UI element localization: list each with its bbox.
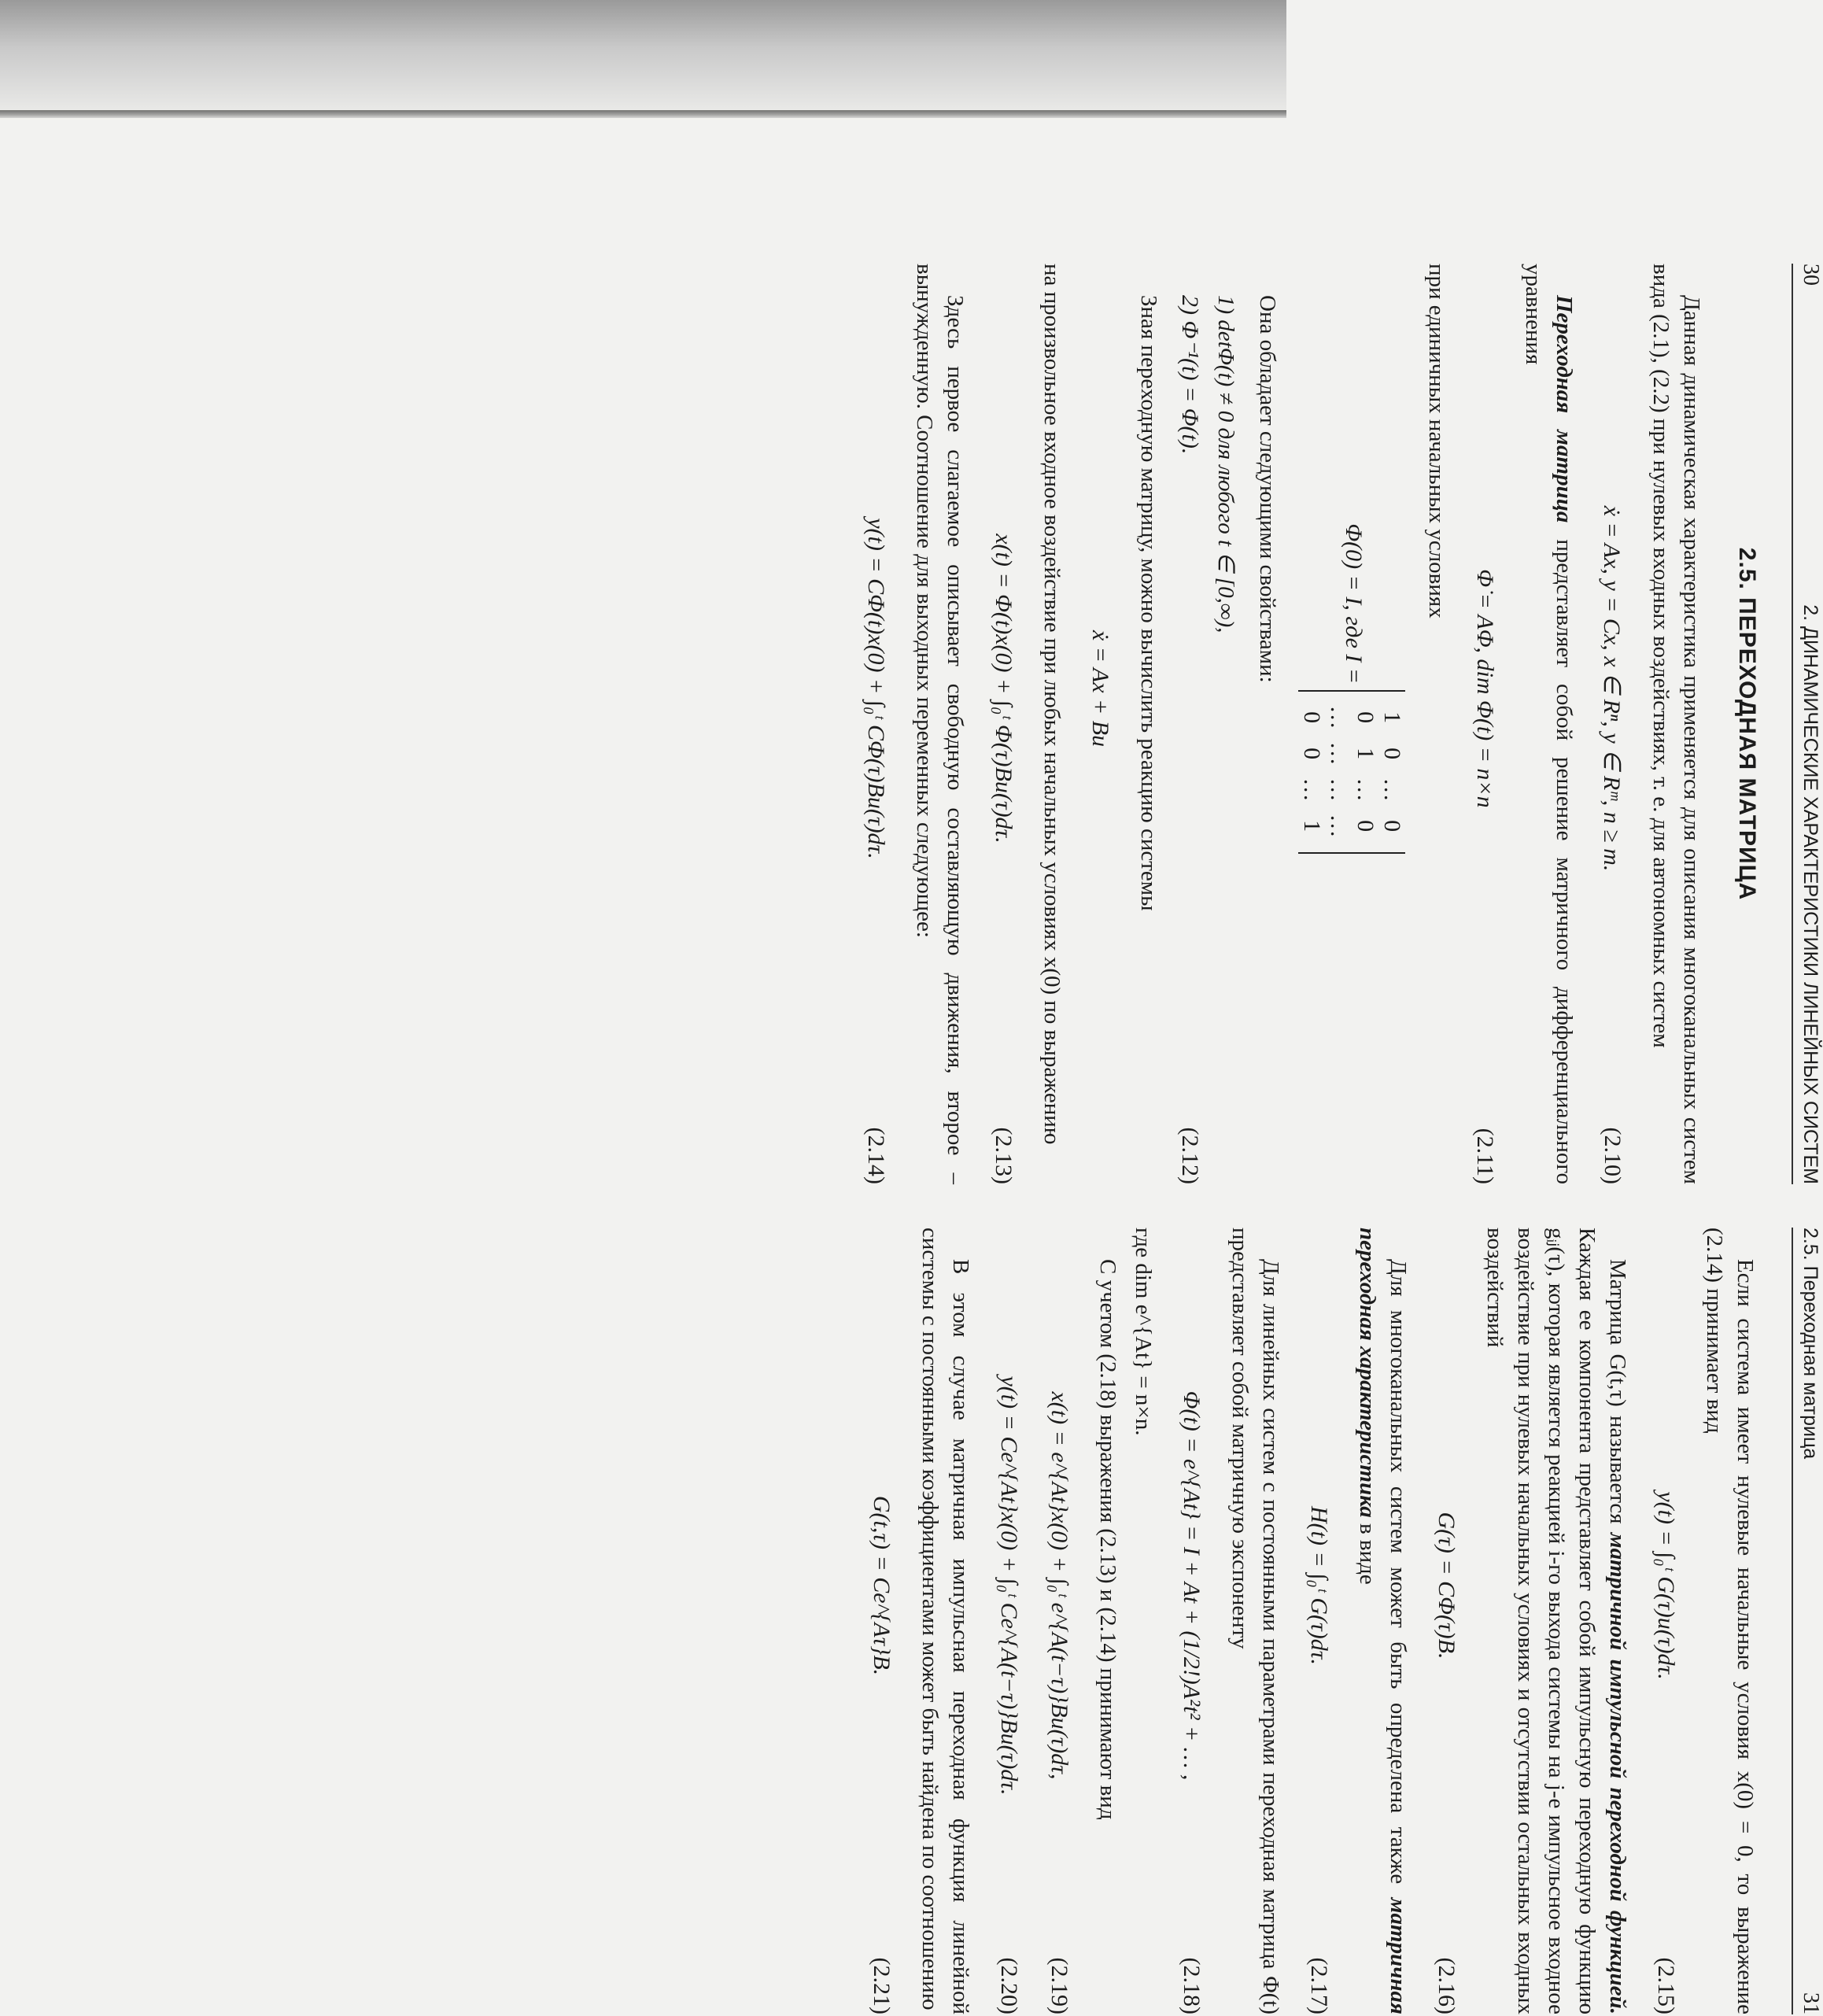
- paragraph-properties: Она обладает следующими свойствами:: [1255, 295, 1280, 683]
- equation-2-18: Φ(t) = e^{At} = I + At + (1/2!)A²t² + … , (2.18): [1179, 1390, 1205, 2014]
- paragraph-dim: где dim e^{At} = n×n.: [1131, 1228, 1156, 1436]
- properties-list: [1172, 295, 1244, 1184]
- running-head-title: 2.5. Переходная матрица: [1799, 1228, 1821, 1460]
- equation-2-13: x(t) = Φ(t)x(0) + ∫₀ᵗ Φ(τ)Bu(τ)dτ. (2.13): [991, 534, 1017, 1184]
- running-head-title: 2. ДИНАМИЧЕСКИЕ ХАРАКТЕРИСТИКИ ЛИНЕЙНЫХ СИСТЕМ: [1799, 604, 1821, 1184]
- page-number: 30: [1799, 264, 1823, 286]
- paragraph-arbitrary: на произвольное входное воздействие при любых начальных условиях x(0) по выражению: [1039, 264, 1065, 1145]
- running-head: [1792, 264, 1823, 1184]
- paragraph-intro: Данная динамическая характеристика применяется для описания многоканальных систем вида (2.1), (2.2) при нулевых входных воздействиях, т. е. для автономных систем: [1648, 264, 1704, 1184]
- scanner-shadow: [0, 0, 1286, 118]
- equation-2-17: H(t) = ∫₀ᵗ G(τ)dτ. (2.17): [1306, 1505, 1332, 2014]
- equation-2-15: y(t) = ∫₀ᵗ G(τ)u(τ)dτ. (2.15): [1653, 1491, 1679, 2014]
- running-head: [1792, 1228, 1823, 2014]
- paragraph-step-response: Для многоканальных систем может быть определена также матричная переходная характеристика в виде: [1355, 1228, 1411, 2014]
- equation-initial: Φ(0) = I, где I = 10…0 01…0 ………… 00…1: [1298, 264, 1405, 1184]
- equation-2-10: ẋ = Ax, y = Cx, x ∈ Rⁿ, y ∈ Rᵐ, n ≥ m. (2.10): [1599, 505, 1626, 1184]
- paragraph-impulse: Матрица G(t,τ) называется матричной импульсной переходной функцией. Каждая ее компонента представляет собой импульсную переходную функцию gᵢⱼ(τ), которая является реакцией i-го выхода системы на j-е импульсное входное воздействие при нулевых начальных условиях и отсутствии остальных входных воздействий: [1482, 1228, 1630, 2015]
- page-number: 31: [1799, 1992, 1823, 2014]
- equation-2-11: Φ̇ = AΦ, dim Φ(t) = n×n (2.11): [1472, 569, 1498, 1184]
- page-31: [678, 1228, 1823, 2014]
- book-spread: [678, 264, 1823, 2016]
- paragraph-with-regard: С учетом (2.18) выражения (2.13) и (2.14) принимают вид: [1095, 1259, 1120, 1820]
- paragraph-initial: при единичных начальных условиях: [1424, 264, 1449, 618]
- equation-2-21: G(t,τ) = Ce^{Aτ}B. (2.21): [869, 1495, 895, 2014]
- page-30: [678, 264, 1823, 1184]
- paragraph-zero-initial: Если система имеет нулевые начальные условия x(0) = 0, то выражение (2.14) принимает вид: [1702, 1228, 1758, 2014]
- property-1: 1) detΦ(t) ≠ 0 для любого t ∈ [0,∞),: [1213, 295, 1238, 633]
- book-edge: [0, 110, 1286, 118]
- equation-2-19: x(t) = e^{At}x(0) + ∫₀ᵗ e^{A(t−τ)}Bu(τ)dτ, (2.19): [1046, 1391, 1072, 2014]
- equation-system: ẋ = Ax + Bu: [1087, 630, 1113, 748]
- paragraph-response: Зная переходную матрицу, можно вычислить реакцию системы: [1136, 295, 1161, 911]
- equation-2-20: y(t) = Ce^{At}x(0) + ∫₀ᵗ Ce^{A(t−τ)}Bu(τ)dτ. (2.20): [996, 1375, 1022, 2014]
- identity-matrix: 10…0 01…0 ………… 00…1: [1298, 690, 1405, 854]
- paragraph-exponent: Для линейных систем с постоянными параметрами переходная матрица Φ(t) представляет собой матричную экспоненту: [1227, 1228, 1283, 2014]
- paragraph-definition: Переходная матрица представляет собой решение матричного дифференциального уравнения: [1521, 264, 1577, 1185]
- equation-2-14: y(t) = CΦ(t)x(0) + ∫₀ᵗ CΦ(τ)Bu(τ)dτ. (2.14): [863, 518, 889, 1184]
- equation-2-16: G(τ) = CΦ(τ)B. (2.16): [1434, 1512, 1460, 2014]
- section-title: 2.5. ПЕРЕХОДНАЯ МАТРИЦА: [1734, 547, 1760, 901]
- property-2: 2) Φ⁻¹(t) = Φ(t). (2.12): [1177, 295, 1203, 1184]
- paragraph-components: Здесь первое слагаемое описывает свободную составляющую движения, второе – вынужденную. Соотношение для выходных переменных следующее:: [912, 264, 968, 1184]
- paragraph-constant-coeffs: В этом случае матричная импульсная переходная функция линейной системы с постоянными коэффициентами может быть найдена по соотношению: [917, 1228, 973, 2014]
